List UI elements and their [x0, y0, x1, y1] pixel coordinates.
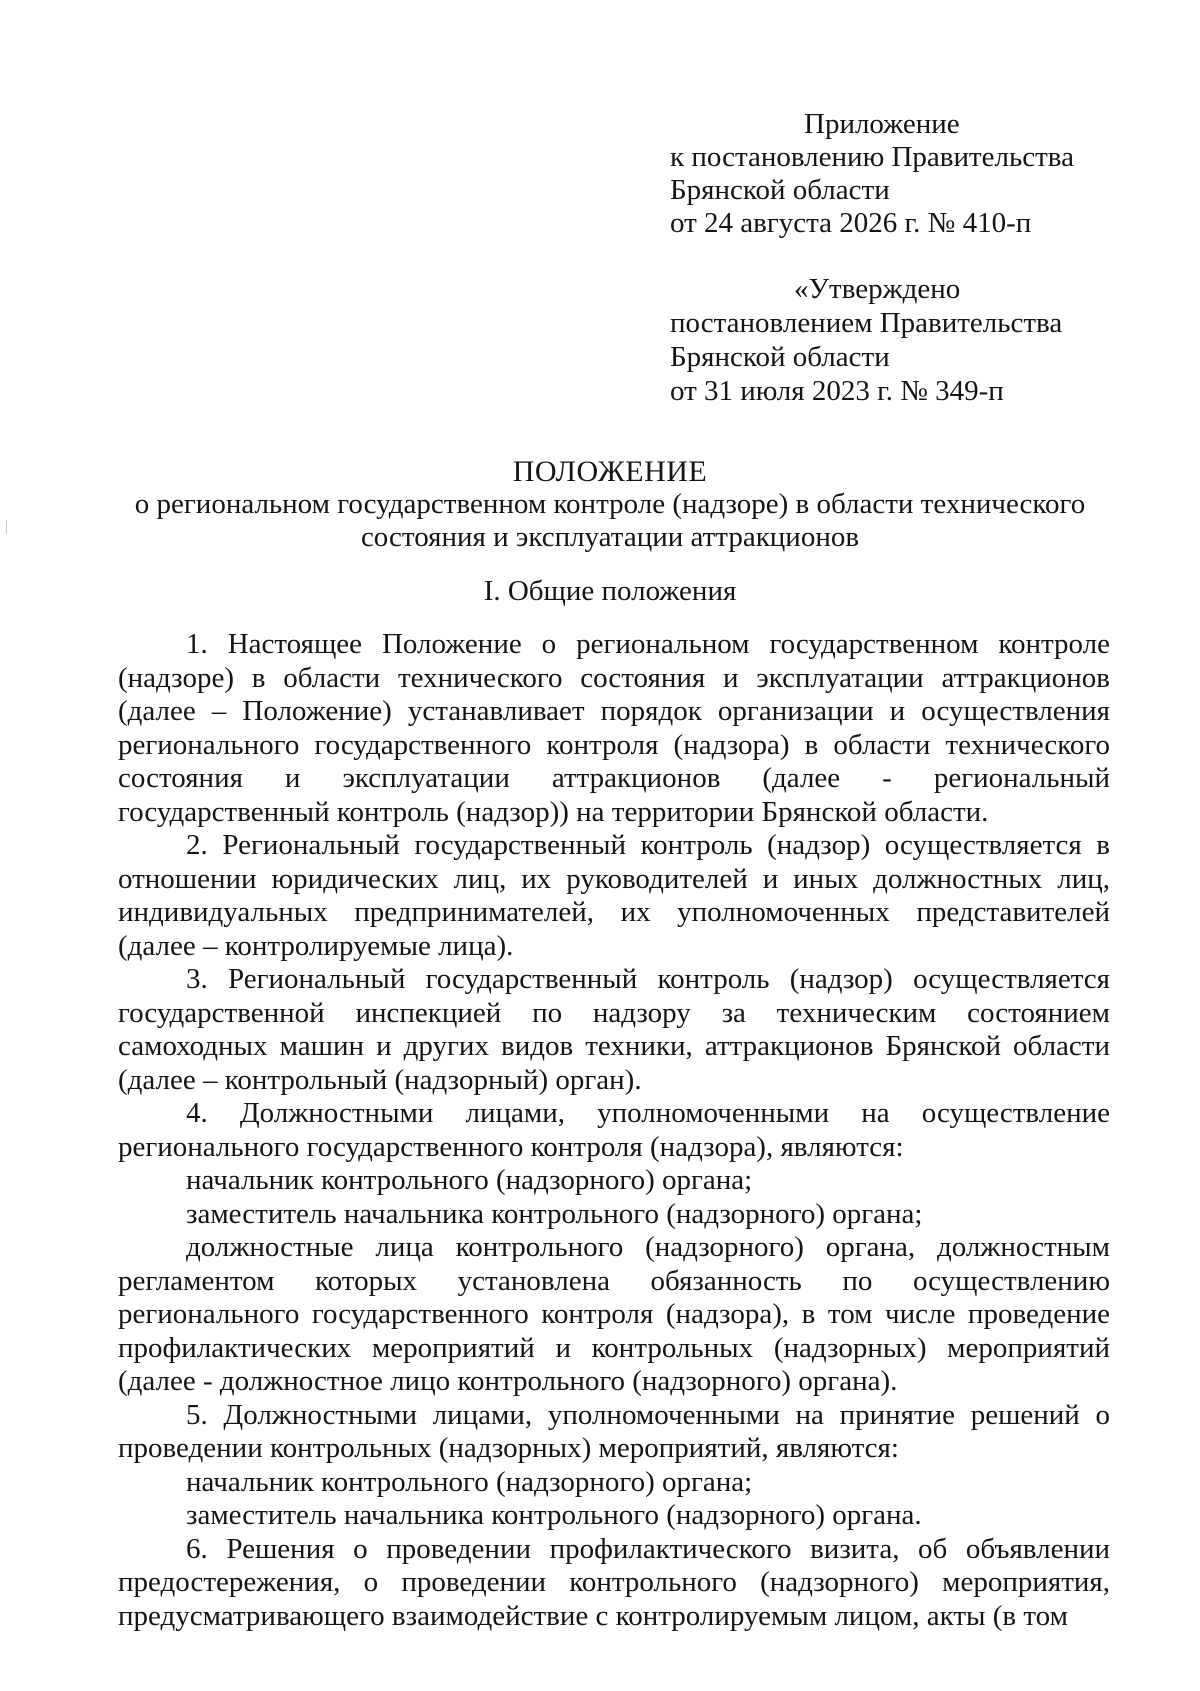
- approval-block: [670, 272, 1150, 408]
- list-item: должностные лица контрольного (надзорного) органа, должностным регламентом которых установлена обязанность по осуществлению регионального государственного контроля (надзора), в том числе проведение профилактических мероприятий и контрольных (надзорных) мероприятий (далее - должностное лицо контрольного (надзорного) органа).: [118, 1231, 1110, 1397]
- paragraph-6: 6. Решения о проведении профилактического визита, об объявлении предостережения, о проведении контрольного (надзорного) мероприятия, предусматривающего взаимодействие с контролируемым лицом, акты (в том: [118, 1532, 1110, 1632]
- list-item: начальник контрольного (надзорного) органа;: [186, 1465, 753, 1498]
- document-title: ПОЛОЖЕНИЕ: [512, 455, 708, 488]
- approval-line-3: Брянской области: [670, 341, 890, 373]
- approval-line-2: постановлением Правительства: [670, 307, 1063, 339]
- annex-line-4: от 24 августа 2026 г. № 410-п: [670, 207, 1032, 239]
- list-item: заместитель начальника контрольного (надзорного) органа;: [186, 1197, 923, 1230]
- list-item: начальник контрольного (надзорного) органа;: [186, 1164, 753, 1196]
- annex-block: [670, 108, 1150, 240]
- paragraph-3: 3. Региональный государственный контроль (надзор) осуществляется государственной инспекцией по надзору за техническим состоянием самоходных машин и других видов техники, аттракционов Брянской области (далее – контрольный (надзорный) орган).: [118, 963, 1110, 1096]
- scan-mark: [6, 520, 7, 534]
- list-item: заместитель начальника контрольного (надзорного) органа.: [186, 1499, 922, 1531]
- annex-line-3: Брянской области: [670, 174, 890, 206]
- document-subtitle: о региональном государственном контроле (надзоре) в области технического состояния и эксплуатации аттракционов: [134, 488, 1086, 553]
- document-body: [118, 628, 1110, 1633]
- paragraph-1: 1. Настоящее Положение о региональном государственном контроле (надзоре) в области технического состояния и эксплуатации аттракционов (далее – Положение) устанавливает порядок организации и осуществления регионального государственного контроля (надзора) в области технического состояния и эксплуатации аттракционов (далее - региональный государственный контроль (надзор)) на территории Брянской области.: [118, 628, 1110, 828]
- annex-line-2: к постановлению Правительства: [670, 141, 1074, 173]
- paragraph-2: 2. Региональный государственный контроль (надзор) осуществляется в отношении юридических лиц, их руководителей и иных должностных лиц, индивидуальных предпринимателей, их уполномоченных представителей (далее – контролируемые лица).: [118, 829, 1110, 962]
- approval-line-4: от 31 июля 2023 г. № 349-п: [670, 375, 1004, 407]
- section-heading: I. Общие положения: [483, 575, 737, 607]
- approval-line-1: «Утверждено: [794, 273, 961, 305]
- annex-line-1: Приложение: [804, 108, 960, 140]
- paragraph-4: 4. Должностными лицами, уполномоченными на осуществление регионального государственного контроля (надзора), являются:: [118, 1097, 1110, 1163]
- document-title-block: [110, 455, 1110, 554]
- paragraph-5: 5. Должностными лицами, уполномоченными на принятие решений о проведении контрольных (надзорных) мероприятий, являются:: [118, 1398, 1110, 1464]
